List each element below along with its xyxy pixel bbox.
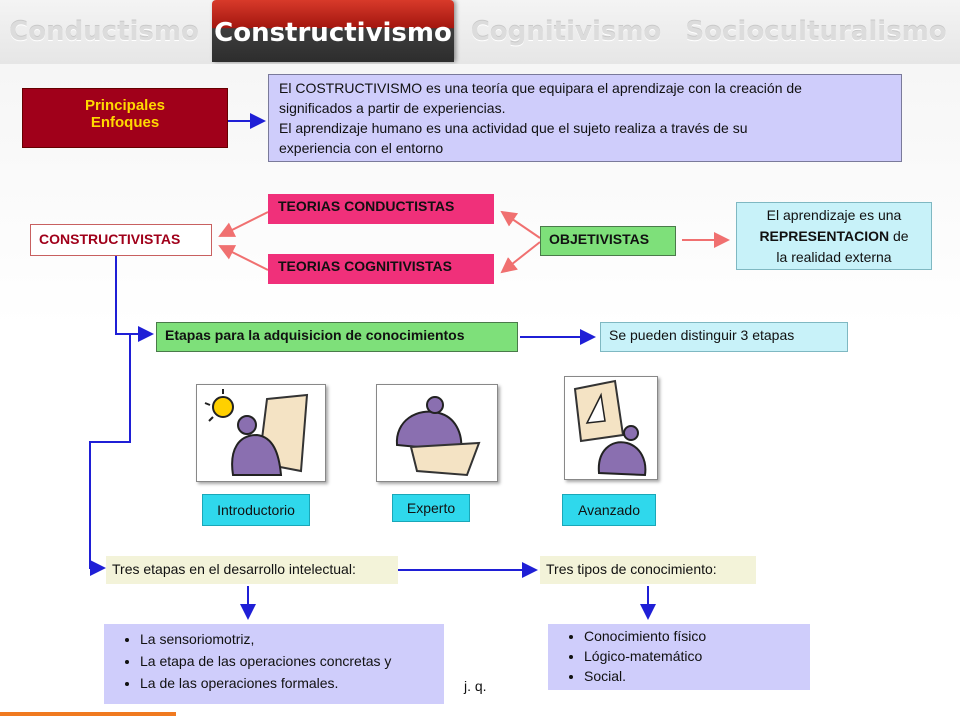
definition-line2: significados a partir de experiencias.	[279, 100, 506, 116]
objetivistas-box: OBJETIVISTAS	[540, 226, 676, 256]
representacion-box	[736, 202, 932, 270]
arrow-conductistas-left	[220, 212, 268, 236]
representacion-line2	[737, 226, 931, 247]
representacion-after: de	[892, 228, 909, 244]
definition-box	[268, 74, 902, 162]
tab-constructivismo[interactable]: Constructivismo	[212, 0, 454, 62]
arrow-objetivistas-to-cognitivistas	[502, 242, 540, 272]
list-item: • La de las operaciones formales.	[140, 674, 438, 692]
tab-socioculturalismo[interactable]: Socioculturalismo	[685, 17, 947, 47]
representacion-line1: El aprendizaje es una	[766, 207, 902, 223]
list-item: • La etapa de las operaciones concretas y	[140, 652, 438, 670]
stage-image-experto	[376, 384, 498, 482]
list-item: • Lógico-matemático	[584, 648, 804, 665]
resting-figure-icon	[377, 385, 497, 481]
arrow-objetivistas-to-conductistas	[502, 212, 540, 238]
stage-label-avanzado: Avanzado	[562, 494, 656, 526]
list-item: • Conocimiento físico	[584, 628, 804, 645]
list-item: • Social.	[584, 668, 804, 685]
etapas-note-box: Se pueden distinguir 3 etapas	[600, 322, 848, 352]
idea-figure-icon	[197, 385, 325, 481]
desarrollo-list-box	[104, 624, 444, 704]
paper-plane-figure-icon	[565, 377, 657, 479]
tab-conductismo[interactable]: Conductismo	[9, 17, 199, 47]
principales-line2: Enfoques	[90, 114, 160, 131]
principales-enfoques-box	[22, 88, 228, 148]
desarrollo-list	[110, 630, 438, 692]
stage-image-avanzado	[564, 376, 658, 480]
signature: j. q.	[464, 678, 487, 694]
list-item: • La sensoriomotriz,	[140, 630, 438, 648]
etapas-box: Etapas para la adquisicion de conocimientos	[156, 322, 518, 352]
arrow-to-etapas	[116, 250, 152, 334]
definition-line3: El aprendizaje humano es una actividad que el sujeto realiza a través de su	[279, 120, 748, 136]
stage-label-introductorio: Introductorio	[202, 494, 310, 526]
conocimiento-list-box	[548, 624, 810, 690]
conocimiento-list	[554, 628, 804, 685]
desarrollo-title-box: Tres etapas en el desarrollo intelectual:	[106, 556, 398, 584]
teorias-conductistas-box: TEORIAS CONDUCTISTAS	[268, 194, 494, 224]
definition-line1: El COSTRUCTIVISMO es una teoría que equipara el aprendizaje con la creación de	[279, 80, 802, 96]
representacion-bold: REPRESENTACION	[759, 228, 890, 244]
teorias-cognitivistas-box: TEORIAS COGNITIVISTAS	[268, 254, 494, 284]
stage-label-experto: Experto	[392, 494, 470, 522]
principales-line1: Principales	[84, 97, 166, 114]
arrow-to-desarrollo	[90, 334, 130, 568]
representacion-line3: la realidad externa	[776, 249, 892, 265]
tab-cognitivismo[interactable]: Cognitivismo	[470, 17, 662, 47]
definition-line4: experiencia con el entorno	[279, 140, 444, 156]
constructivistas-box: CONSTRUCTIVISTAS	[30, 224, 212, 256]
conocimiento-title-box: Tres tipos de conocimiento:	[540, 556, 756, 584]
stage-image-introductorio	[196, 384, 326, 482]
arrow-cognitivistas-left	[220, 246, 268, 270]
